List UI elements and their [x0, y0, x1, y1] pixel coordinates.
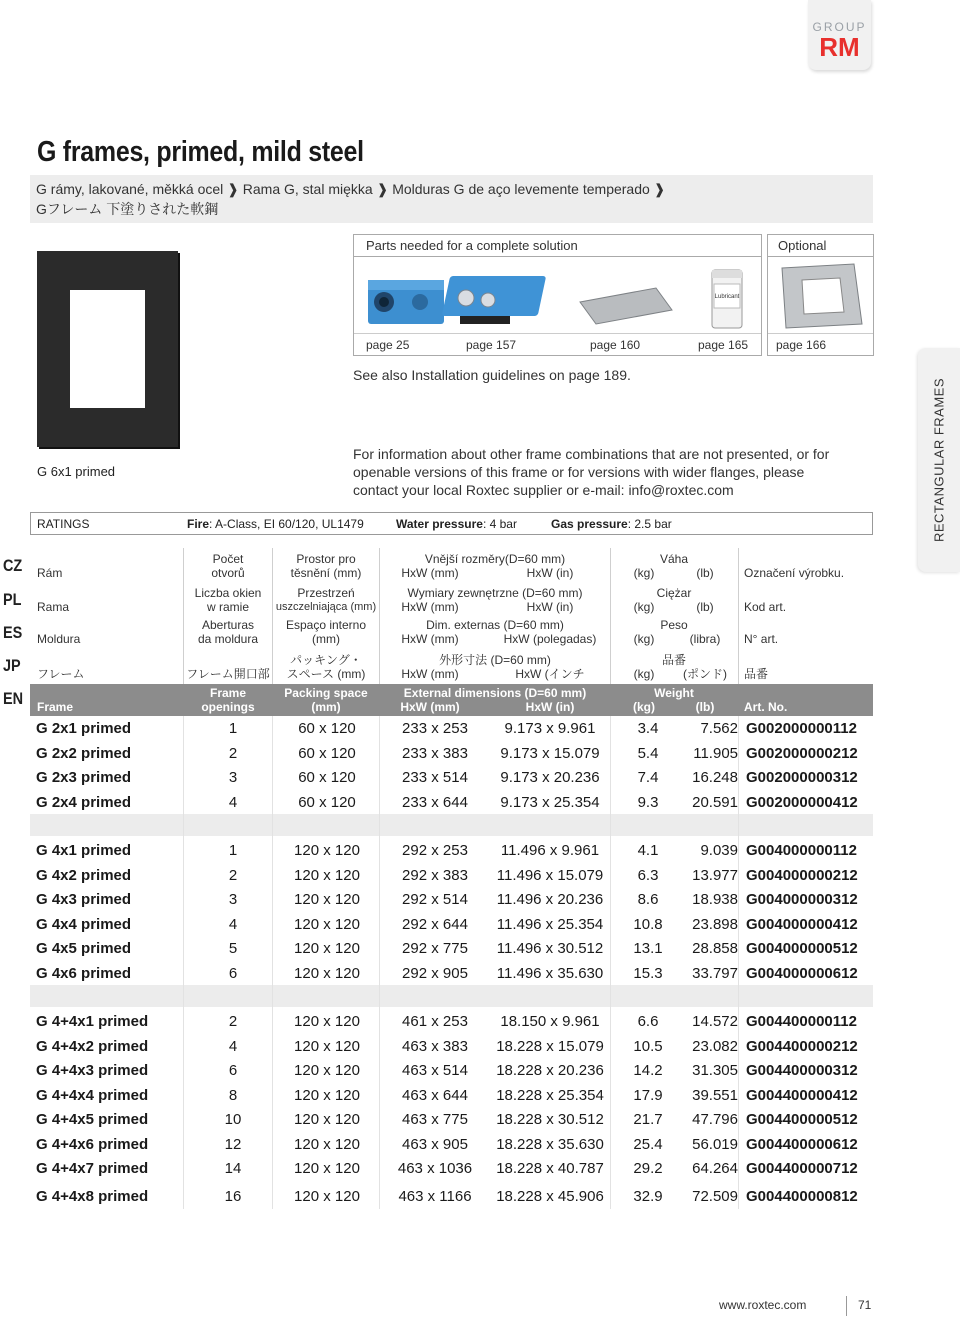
compression-unit-image [442, 276, 547, 324]
table-row [30, 838, 873, 862]
table-row [30, 716, 873, 740]
cell-lb: 11.905 [693, 744, 738, 762]
cell-openings: 10 [224, 1111, 242, 1128]
cell-packing: 120 x 120 [294, 1037, 360, 1055]
cell-frame: G 2x3 primed [36, 769, 132, 786]
cell-art: G004400000412 [746, 1086, 858, 1104]
lang-en: EN [3, 689, 24, 708]
col-divider [738, 716, 739, 1209]
cell-art: G002000000412 [746, 793, 858, 811]
cell-lb: 9.039 [700, 842, 738, 859]
cell-mm: 233 x 253 [402, 720, 468, 737]
header-row-pl [30, 584, 873, 616]
hdr-cz-mm: HxW (mm) [401, 566, 459, 580]
cell-mm: 463 x 905 [402, 1135, 468, 1153]
header-row-cz [30, 550, 873, 582]
cell-packing: 120 x 120 [294, 891, 360, 908]
side-tab [918, 348, 960, 572]
cell-lb: 20.591 [692, 793, 738, 811]
frame-image [37, 251, 178, 447]
table-row [30, 741, 873, 765]
cell-frame: G 2x1 primed [36, 720, 132, 737]
hdr-pl-mm: HxW (mm) [401, 600, 459, 614]
footer-divider [846, 1296, 847, 1316]
hdr-en-op1: Frame [209, 686, 247, 700]
cell-packing: 60 x 120 [298, 720, 356, 737]
cell-packing: 120 x 120 [294, 866, 360, 884]
cell-frame: G 4+4x4 primed [36, 1086, 149, 1104]
cell-art: G004000000412 [746, 915, 858, 933]
cell-inch: 11.496 x 20.236 [496, 891, 604, 908]
cell-kg: 14.2 [633, 1062, 663, 1079]
lang-pl: PL [3, 590, 22, 609]
table-row [30, 936, 873, 960]
cell-inch: 18.228 x 25.354 [496, 1086, 604, 1104]
lubricant-jar-label: Lubricant [714, 294, 740, 300]
cell-openings: 8 [228, 1086, 238, 1104]
parts-pages [354, 333, 761, 355]
hdr-en-mm: HxW (mm) [400, 700, 460, 714]
cell-frame: G 4+4x7 primed [36, 1160, 149, 1177]
cell-lb: 72.509 [692, 1187, 738, 1205]
cell-kg: 3.4 [637, 720, 659, 737]
hdr-cz-art: Označení výrobku. [744, 566, 845, 580]
cell-lb: 18.938 [692, 891, 738, 908]
cell-kg: 6.6 [637, 1013, 659, 1030]
hdr-pl-kg: (kg) [633, 600, 655, 614]
cell-openings: 16 [224, 1187, 242, 1205]
hdr-cz-in: HxW (in) [526, 566, 574, 580]
cell-inch: 11.496 x 35.630 [496, 964, 604, 982]
hdr-en-wt: Weight [654, 686, 694, 700]
cell-kg: 32.9 [633, 1187, 663, 1205]
table-row [30, 863, 873, 887]
cell-inch: 18.150 x 9.961 [500, 1013, 600, 1030]
table-row [30, 1083, 873, 1107]
ratings-bar [30, 512, 873, 535]
hdr-cz-op2: otvorů [211, 566, 245, 580]
cell-mm: 292 x 383 [402, 866, 468, 884]
cell-kg: 13.1 [633, 940, 663, 957]
cell-openings: 2 [228, 866, 238, 884]
cell-inch: 18.228 x 15.079 [496, 1037, 604, 1055]
cell-frame: G 4x1 primed [36, 842, 132, 859]
hdr-cz-ps2: těsnění (mm) [290, 566, 362, 580]
hdr-en-kg: (kg) [633, 700, 655, 714]
cell-lb: 13.977 [692, 866, 738, 884]
cell-inch: 11.496 x 15.079 [496, 866, 604, 884]
cell-openings: 1 [228, 720, 238, 737]
hdr-es-op1: Aberturas [201, 618, 255, 632]
frame-opening [70, 290, 145, 408]
hdr-jp-lb: (ポンド) [683, 667, 727, 681]
col-divider [272, 716, 273, 1209]
hdr-es-ps2: (mm) [312, 632, 340, 646]
cell-lb: 31.305 [692, 1062, 738, 1079]
cell-openings: 4 [228, 1037, 238, 1055]
hdr-es-op2: da moldura [197, 632, 259, 646]
cell-packing: 120 x 120 [294, 842, 360, 859]
cell-art: G004400000512 [746, 1111, 858, 1128]
gas-label: Gas pressure [551, 517, 628, 531]
cell-openings: 6 [228, 964, 238, 982]
cell-mm: 292 x 644 [402, 915, 468, 933]
hdr-en-lb: (lb) [695, 700, 715, 714]
col-divider [610, 716, 611, 1209]
cell-mm: 461 x 253 [402, 1013, 468, 1030]
plate-image [580, 288, 672, 324]
ratings-label: RATINGS [37, 517, 90, 531]
table-row [30, 790, 873, 814]
cell-lb: 39.551 [692, 1086, 738, 1104]
part-page-3[interactable]: page 160 [590, 338, 641, 352]
cell-packing: 120 x 120 [294, 940, 360, 957]
table-row [30, 1034, 873, 1058]
water-rating [396, 517, 517, 531]
hdr-es-art: N° art. [744, 632, 779, 646]
cell-packing: 120 x 120 [294, 1013, 360, 1030]
page-title: G frames, primed, mild steel [37, 136, 364, 168]
cell-mm: 292 x 905 [402, 964, 468, 982]
cell-art: G002000000212 [746, 744, 858, 762]
cell-kg: 25.4 [633, 1135, 663, 1153]
cell-packing: 60 x 120 [298, 744, 356, 762]
cell-openings: 3 [228, 769, 238, 786]
hdr-es-kg: (kg) [633, 632, 655, 646]
cell-packing: 120 x 120 [294, 915, 360, 933]
hdr-en-in: HxW (in) [525, 700, 575, 714]
fire-rating [187, 517, 364, 531]
optional-page[interactable]: page 166 [776, 338, 827, 352]
cell-mm: 233 x 644 [402, 793, 468, 811]
parts-images [354, 258, 761, 334]
hdr-pl-ps1: Przestrzeń [297, 586, 355, 600]
hdr-es-lb: (libra) [689, 632, 721, 646]
cell-art: G004400000712 [746, 1160, 858, 1177]
table-row [30, 912, 873, 936]
cell-packing: 120 x 120 [294, 1135, 360, 1153]
cell-inch: 9.173 x 15.079 [500, 744, 600, 762]
optional-heading: Optional [768, 235, 873, 257]
cell-frame: G 2x4 primed [36, 793, 132, 811]
cell-openings: 2 [228, 744, 238, 762]
cell-kg: 15.3 [633, 964, 663, 982]
table-row [30, 1156, 873, 1180]
cell-lb: 56.019 [692, 1135, 738, 1153]
cell-openings: 4 [228, 793, 238, 811]
hdr-pl-art: Kod art. [744, 600, 787, 614]
table-row [30, 887, 873, 911]
cell-packing: 120 x 120 [294, 964, 360, 982]
cell-packing: 120 x 120 [294, 1062, 360, 1079]
cell-mm: 292 x 253 [402, 842, 468, 859]
hdr-jp-mm: HxW (mm) [401, 667, 459, 681]
hdr-cz-op1: Počet [212, 552, 244, 566]
cell-kg: 10.5 [633, 1037, 663, 1055]
hdr-es-ext: Dim. externas (D=60 mm) [426, 618, 564, 632]
cell-frame: G 4+4x8 primed [36, 1187, 149, 1205]
cell-mm: 233 x 514 [402, 769, 468, 786]
part-page-1[interactable]: page 25 [366, 338, 410, 352]
cell-mm: 463 x 644 [402, 1086, 468, 1104]
cell-packing: 60 x 120 [298, 769, 356, 786]
page-number: 71 [858, 1298, 872, 1312]
cell-lb: 23.082 [692, 1037, 738, 1055]
hdr-es-ps1: Espaço interno [285, 618, 367, 632]
hdr-pl-ext: Wymiary zewnętrzne (D=60 mm) [407, 586, 583, 600]
cell-lb: 7.562 [700, 720, 738, 737]
cell-kg: 21.7 [633, 1111, 663, 1128]
cell-lb: 16.248 [692, 769, 738, 786]
hdr-es-mm: HxW (mm) [401, 632, 459, 646]
cell-packing: 120 x 120 [294, 1086, 360, 1104]
hdr-jp-frame: フレーム [37, 667, 85, 681]
side-tab-label: RECTANGULAR FRAMES [931, 377, 947, 543]
cell-openings: 12 [224, 1135, 242, 1153]
table-row [30, 961, 873, 985]
cell-frame: G 4x6 primed [36, 964, 132, 982]
cell-inch: 11.496 x 9.961 [500, 842, 600, 859]
lang-es: ES [3, 623, 23, 642]
group-separator [30, 985, 873, 1007]
see-also-note: See also Installation guidelines on page 189. [353, 367, 631, 383]
col-divider [379, 716, 380, 1209]
hdr-cz-wt: Váha [659, 552, 689, 566]
hdr-cz-ext: Vnější rozměry(D=60 mm) [424, 552, 566, 566]
cell-frame: G 2x2 primed [36, 744, 132, 762]
hdr-jp-art: 品番 [744, 667, 769, 681]
cell-mm: 463 x 514 [402, 1062, 468, 1079]
cell-openings: 4 [228, 915, 238, 933]
table-row [30, 1009, 873, 1033]
sleeve-image [768, 258, 873, 334]
hdr-cz-lb: (lb) [696, 566, 714, 580]
cell-inch: 9.173 x 20.236 [500, 769, 600, 786]
cell-inch: 18.228 x 20.236 [496, 1062, 604, 1079]
cell-inch: 9.173 x 25.354 [500, 793, 600, 811]
cell-art: G004000000612 [746, 964, 858, 982]
hdr-cz-ps1: Prostor pro [296, 552, 356, 566]
hdr-en-ext: External dimensions (D=60 mm) [403, 686, 587, 700]
table-row [30, 765, 873, 789]
header-row-es [30, 617, 873, 649]
cell-mm: 292 x 775 [402, 940, 468, 957]
frame-image-label: G 6x1 primed [37, 464, 116, 479]
hdr-jp-wt: 品番 [661, 653, 686, 667]
cell-art: G004400000312 [746, 1062, 858, 1079]
cell-openings: 6 [228, 1062, 238, 1079]
subtitle-box [30, 175, 873, 223]
cell-kg: 17.9 [633, 1086, 663, 1104]
cell-packing: 120 x 120 [294, 1187, 360, 1205]
part-page-2[interactable]: page 157 [466, 338, 517, 352]
cell-kg: 29.2 [633, 1160, 663, 1177]
hdr-jp-ps1: パッキング・ [290, 653, 362, 667]
water-label: Water pressure [396, 517, 483, 531]
cell-art: G002000000112 [746, 720, 857, 737]
cell-inch: 18.228 x 35.630 [496, 1135, 604, 1153]
col-divider [183, 716, 184, 1209]
group-tab [808, 0, 871, 70]
subtitle-line-2: Gフレーム 下塗りされた軟鋼 [36, 201, 219, 217]
optional-box [767, 234, 874, 356]
cell-art: G004000000512 [746, 940, 858, 957]
hdr-pl-op1: Liczba okien [194, 586, 262, 600]
lang-cz: CZ [3, 556, 23, 575]
cell-packing: 60 x 120 [298, 793, 356, 811]
hdr-en-art: Art. No. [744, 700, 788, 714]
hdr-es-in: HxW (polegadas) [503, 632, 597, 646]
hdr-pl-wt: Ciężar [656, 586, 692, 600]
cell-inch: 18.228 x 45.906 [496, 1187, 604, 1205]
hdr-pl-ps2: uszczelniająca (mm) [275, 601, 377, 613]
cell-inch: 18.228 x 40.787 [496, 1160, 604, 1177]
parts-heading: Parts needed for a complete solution [354, 235, 761, 257]
hdr-jp-ext: 外形寸法 (D=60 mm) [439, 653, 551, 667]
header-row-jp [30, 651, 873, 683]
cell-openings: 3 [228, 891, 238, 908]
cell-packing: 120 x 120 [294, 1160, 360, 1177]
cell-art: G004400000812 [746, 1187, 858, 1205]
cell-art: G004400000212 [746, 1037, 858, 1055]
hdr-pl-frame: Rama [37, 600, 70, 614]
hdr-en-ps2: (mm) [311, 700, 341, 714]
hdr-jp-kg: (kg) [633, 667, 655, 681]
hdr-pl-lb: (lb) [696, 600, 714, 614]
group-separator [30, 814, 873, 836]
cell-kg: 9.3 [637, 793, 659, 811]
table-row [30, 1184, 873, 1208]
header-row-en [30, 684, 873, 716]
lang-jp: JP [3, 656, 21, 675]
fire-label: Fire [187, 517, 210, 531]
cell-mm: 292 x 514 [402, 891, 468, 908]
cell-lb: 14.572 [692, 1013, 738, 1030]
cell-lb: 64.264 [692, 1160, 738, 1177]
hdr-en-frame: Frame [37, 700, 74, 714]
cell-art: G004400000612 [746, 1135, 858, 1153]
gas-value: : 2.5 bar [627, 517, 672, 531]
cell-frame: G 4x4 primed [36, 915, 132, 933]
cell-mm: 463 x 1036 [397, 1160, 473, 1177]
cell-kg: 6.3 [637, 866, 659, 884]
cell-frame: G 4x2 primed [36, 866, 132, 884]
cell-frame: G 4+4x1 primed [36, 1013, 149, 1030]
cell-openings: 1 [228, 842, 238, 859]
cell-frame: G 4x5 primed [36, 940, 132, 957]
group-label: GROUP [812, 20, 867, 34]
cell-kg: 8.6 [637, 891, 659, 908]
cell-mm: 463 x 383 [402, 1037, 468, 1055]
cell-inch: 11.496 x 30.512 [496, 940, 604, 957]
part-page-4[interactable]: page 165 [698, 338, 749, 352]
cell-art: G004000000112 [746, 842, 857, 859]
water-value: : 4 bar [482, 517, 517, 531]
cell-lb: 33.797 [692, 964, 738, 982]
hdr-jp-ps2: スペース (mm) [286, 667, 366, 681]
cell-frame: G 4+4x2 primed [36, 1037, 149, 1055]
hdr-jp-in: HxW (インチ [515, 667, 585, 681]
cell-kg: 4.1 [637, 842, 659, 859]
hdr-es-frame: Moldura [37, 632, 81, 646]
fire-value: : A-Class, EI 60/120, UL1479 [209, 517, 364, 531]
cell-inch: 18.228 x 30.512 [496, 1111, 604, 1128]
hdr-es-wt: Peso [660, 618, 688, 632]
cell-lb: 47.796 [692, 1111, 738, 1128]
subtitle-line-1: G rámy, lakované, měkká ocel ❱ Rama G, stal miękka ❱ Molduras G de aço levemente temperado ❱ [36, 181, 666, 197]
table-row [30, 1107, 873, 1131]
cell-art: G002000000312 [746, 769, 858, 786]
cell-frame: G 4x3 primed [36, 891, 132, 908]
cell-art: G004400000112 [746, 1013, 857, 1030]
parts-needed-box [353, 234, 762, 356]
table-row [30, 1132, 873, 1156]
gas-rating [551, 517, 672, 531]
cell-inch: 11.496 x 25.354 [496, 915, 604, 933]
cell-openings: 14 [224, 1160, 242, 1177]
cell-frame: G 4+4x6 primed [36, 1135, 149, 1153]
hdr-en-op2: openings [201, 700, 255, 714]
hdr-cz-kg: (kg) [633, 566, 655, 580]
cell-packing: 120 x 120 [294, 1111, 360, 1128]
cell-kg: 5.4 [637, 744, 659, 762]
table-row [30, 1058, 873, 1082]
cell-kg: 7.4 [637, 769, 659, 786]
cell-openings: 5 [228, 940, 238, 957]
lubricant-image [712, 270, 742, 328]
hdr-pl-op2: w ramie [206, 600, 249, 614]
cell-lb: 23.898 [692, 915, 738, 933]
cell-kg: 10.8 [633, 915, 663, 933]
group-code: RM [819, 32, 860, 62]
cell-mm: 233 x 383 [402, 744, 468, 762]
cell-art: G004000000212 [746, 866, 858, 884]
info-text: For information about other frame combinations that are not presented, or for openable versions of this frame or for versions with wider flanges, please contact your local Roxtec supplier or e-mail: info@roxtec.com [353, 446, 830, 498]
hdr-en-ps1: Packing space [284, 686, 368, 700]
cell-openings: 2 [228, 1013, 238, 1030]
bracket-image [368, 280, 444, 324]
hdr-jp-op1: フレーム開口部 [186, 667, 270, 681]
cell-frame: G 4+4x5 primed [36, 1111, 149, 1128]
cell-lb: 28.858 [692, 940, 738, 957]
cell-mm: 463 x 775 [402, 1111, 468, 1128]
hdr-cz-frame: Rám [37, 566, 63, 580]
hdr-pl-in: HxW (in) [526, 600, 574, 614]
footer-url[interactable]: www.roxtec.com [719, 1298, 807, 1312]
cell-mm: 463 x 1166 [398, 1187, 472, 1205]
cell-frame: G 4+4x3 primed [36, 1062, 149, 1079]
cell-inch: 9.173 x 9.961 [504, 720, 596, 737]
cell-art: G004000000312 [746, 891, 858, 908]
